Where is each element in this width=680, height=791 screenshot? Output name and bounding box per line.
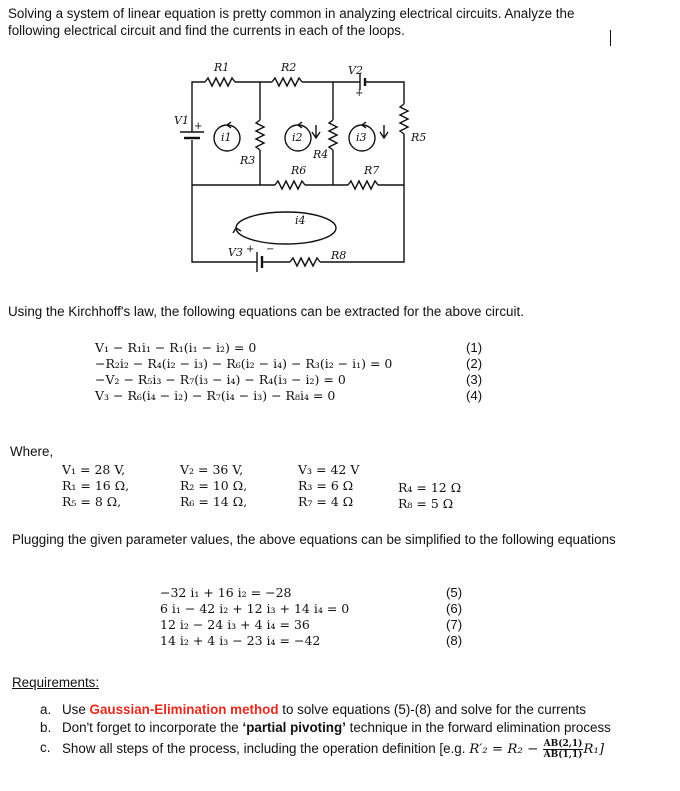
fraction-denominator: AB(1,1): [543, 750, 583, 760]
kirchhoff-intro: Using the Kirchhoff's law, the following equations can be extracted for the above circuit.: [8, 304, 524, 319]
requirement-a-label: a.: [40, 702, 52, 717]
param-v2: V₂ = 36 V,: [180, 462, 244, 477]
label-v3-plus: +: [246, 244, 255, 255]
requirement-b-post: technique in the forward elimination process: [345, 719, 611, 735]
param-r5: R₅ = 8 Ω,: [62, 494, 122, 509]
param-r6: R₆ = 14 Ω,: [180, 494, 248, 509]
label-r1: R1: [214, 61, 230, 74]
equation-number-2: (2): [466, 356, 483, 371]
label-i3: i3: [356, 131, 367, 144]
requirement-c-pre: Show all steps of the process, including the operation definition [e.g.: [62, 741, 470, 757]
param-r2: R₂ = 10 Ω,: [180, 478, 248, 493]
fraction-numerator: AB(2,1): [543, 739, 583, 749]
label-v1-plus: +: [194, 121, 203, 132]
requirement-b-label: b.: [40, 719, 52, 735]
equation-number-5: (5): [446, 585, 463, 600]
equation-number-8: (8): [446, 633, 463, 648]
label-r8: R8: [331, 249, 347, 262]
label-r6: R6: [291, 164, 307, 177]
requirement-c: [40, 739, 645, 760]
requirement-c-fraction: [543, 739, 584, 760]
label-i1: i1: [221, 131, 232, 144]
r1-zigzag: [205, 78, 235, 86]
r5-zigzag: [400, 104, 408, 134]
plugging-paragraph: Plugging the given parameter values, the above equations can be simplified to the following equations: [12, 532, 616, 547]
param-v1: V₁ = 28 V,: [62, 462, 126, 477]
equation-1: V₁ − R₁i₁ − R₁(i₁ − i₂) = 0: [95, 340, 257, 355]
equation-7: 12 i₂ − 24 i₃ + 4 i₄ = 36: [160, 617, 310, 632]
equation-number-7: (7): [446, 617, 463, 632]
requirement-b-pre: Don't forget to incorporate the: [62, 719, 243, 735]
equation-number-3: (3): [466, 372, 483, 387]
label-v3-minus: −: [266, 244, 275, 255]
requirement-c-label: c.: [40, 740, 51, 755]
label-r3: R3: [240, 154, 256, 167]
equation-4: V₃ − R₆(i₄ − i₂) − R₇(i₄ − i₃) − R₈i₄ = 0: [95, 388, 336, 403]
label-i4: i4: [295, 214, 306, 227]
equation-8: 14 i₂ + 4 i₃ − 23 i₄ = −42: [160, 633, 321, 648]
label-v1: V1: [174, 114, 189, 127]
equation-3: −V₂ − R₅i₃ − R₇(i₃ − i₄) − R₄(i₃ − i₂) = 0: [95, 372, 346, 387]
equation-number-6: (6): [446, 601, 463, 616]
label-r7: R7: [364, 164, 380, 177]
requirement-a: [40, 701, 645, 719]
label-r4: R4: [313, 148, 329, 161]
requirement-c-formula-rhs: R₁]: [583, 742, 605, 758]
equation-6: 6 i₁ − 42 i₂ + 12 i₃ + 14 i₄ = 0: [160, 601, 350, 616]
label-r2: R2: [281, 61, 297, 74]
requirements-title: Requirements:: [12, 675, 100, 690]
label-r5: R5: [411, 131, 427, 144]
requirement-a-highlight: Gaussian-Elimination method: [89, 702, 279, 717]
param-v3: V₃ = 42 V: [298, 462, 360, 477]
r2-zigzag: [272, 78, 302, 86]
equation-5: −32 i₁ + 16 i₂ = −28: [160, 585, 292, 600]
requirement-c-formula-lhs: R′₂ = R₂ −: [469, 742, 543, 758]
requirements-list: [40, 701, 645, 760]
param-r8: R₈ = 5 Ω: [398, 496, 454, 511]
requirement-b: [40, 719, 645, 737]
label-v2: V2: [348, 64, 363, 77]
where-label: Where,: [10, 444, 54, 459]
param-r4: R₄ = 12 Ω: [398, 480, 462, 495]
label-v3: V3: [228, 246, 243, 259]
label-i2: i2: [292, 131, 303, 144]
requirement-a-post: to solve equations (5)-(8) and solve for the currents: [278, 702, 586, 717]
requirement-b-highlight: ‘partial pivoting’: [242, 719, 346, 735]
param-r1: R₁ = 16 Ω,: [62, 478, 130, 493]
equation-2: −R₂i₂ − R₄(i₂ − i₃) − R₆(i₂ − i₄) − R₃(i₂ − i₁) = 0: [95, 356, 393, 371]
equation-number-1: (1): [466, 340, 483, 355]
param-r3: R₃ = 6 Ω: [298, 478, 354, 493]
equation-number-4: (4): [466, 388, 483, 403]
intro-paragraph: Solving a system of linear equation is pretty common in analyzing electrical circuits. Analyze the following electrical circuit and find the currents in each of the loops.: [8, 6, 575, 38]
param-r7: R₇ = 4 Ω: [298, 494, 354, 509]
requirement-a-pre: Use: [62, 702, 90, 717]
label-v2-plus: +: [355, 88, 364, 99]
